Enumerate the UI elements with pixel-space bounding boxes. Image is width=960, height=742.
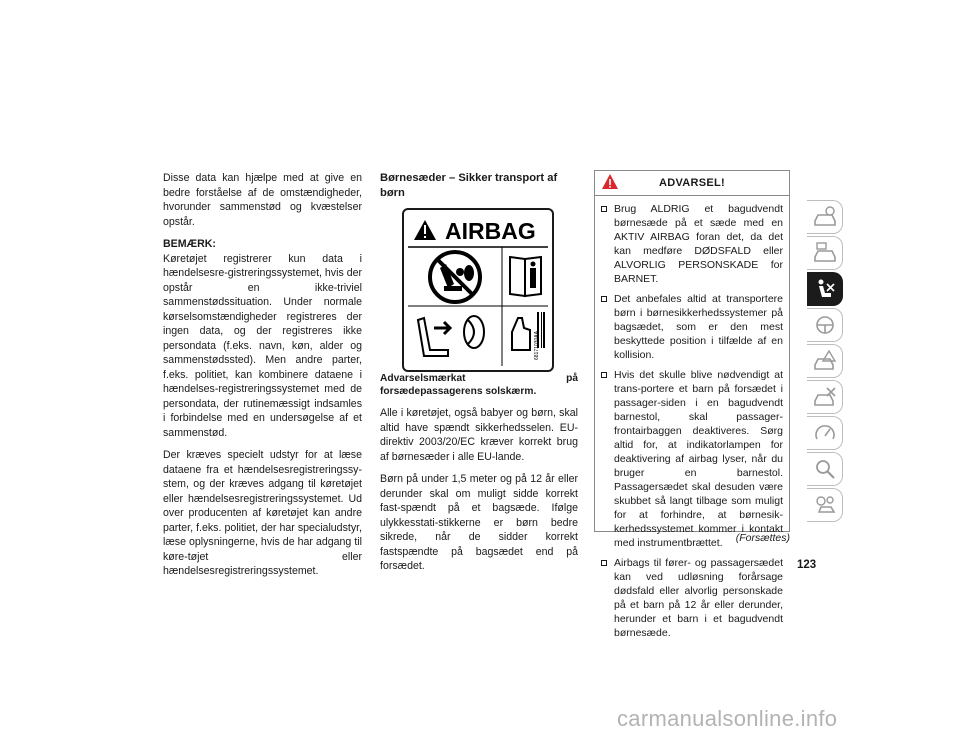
car-warning-icon	[813, 350, 837, 372]
tab-seat-airbag[interactable]	[807, 272, 843, 306]
warning-item-text: Det anbefales altid at transportere børn i børnesikkerhedssystemer på bagsædet, som er den mest beskyttede position i tilfælde af en kollision.	[614, 293, 783, 361]
tab-gauge[interactable]	[807, 416, 843, 450]
label-code: 68171030AA	[534, 331, 540, 360]
paragraph-seatbelt: Alle i køretøjet, også babyer og børn, skal altid have spændt sikkerhedsselen. EU-direktiv 2003/20/EC kræver korrekt brug af børnesæder i alle EU-lande.	[380, 407, 578, 463]
warning-item	[601, 202, 783, 286]
label-title: AIRBAG	[445, 218, 536, 244]
warning-item	[601, 368, 783, 550]
tab-steering[interactable]	[807, 308, 843, 342]
paragraph-children: Børn på under 1,5 meter og på 12 år eller derunder skal om muligt sidde korrekt fast-spændt på et bagsæde. Ifølge ulykkesstati-stikkerne er børn bedre sikrede, når de sidder korrekt fastspændte på bagsædet end på forsædet.	[380, 473, 578, 572]
note-body: Køretøjet registrerer kun data i hændelsesre-gistreringssystemet, hvis der opstår en ikke-triviel sammenstødssituation. Under normale kørselsomstændigheder registreres der ingen data, og der registreres ikke persondata (f.eks. navn, køn, alder og sammenstødssted). Men andre parter, f.eks. politiet, kan kombinere dataene i hændelses-registreringssystemet med de persondata, der rutinemæssigt indsamles i forbindelse med en undersøgelse af et sammenstød.	[163, 252, 363, 439]
tab-car-message[interactable]	[807, 236, 843, 270]
bullet-icon	[601, 560, 607, 566]
bullet-icon	[601, 372, 607, 378]
note-heading: BEMÆRK:	[163, 238, 216, 250]
seat-airbag-icon	[813, 278, 837, 300]
warning-item-text: Airbags til fører- og passagersædet kan ved udløsning forårsage dødsfald eller alvorlig personskade på et barn på 12 år eller derunder, herunder et barn i et bagudvendt børnesæde.	[614, 557, 783, 639]
chapter-tabs	[807, 200, 843, 524]
car-tools-icon	[813, 386, 837, 408]
page-number: 123	[797, 559, 817, 571]
bullet-icon	[601, 206, 607, 212]
paragraph-intro: Disse data kan hjælpe med at give en bedre forståelse af de omstændigheder, hvorunder sammenstød og kvæstelser opstår.	[163, 172, 362, 228]
figure-caption: Advarselsmærkat på forsædepassagerens solskærm.	[380, 373, 578, 397]
tab-car-info[interactable]	[807, 200, 843, 234]
airbag-warning-label	[402, 208, 554, 372]
section-heading: Børnesæder – Sikker transport af børn	[380, 172, 558, 199]
warning-item-text: Hvis det skulle blive nødvendigt at trans-portere et barn på forsædet i passager-siden i en bagudvendt barnestol, skal passager-frontairbaggen deaktiveres. Sørg altid for, at indikatorlampen for deaktivering af airbag lyser, når du bruger en barnestol. Passagersædet skal desuden være skubbet så langt tilbage som muligt for at forhindre, at børnesik-kerhedssystemet kommer i kontakt med instrumentbrættet.	[614, 369, 783, 549]
warning-list	[595, 196, 789, 640]
warning-item-text: Brug ALDRIG et bagudvendt børnesæde på et sæde med en AKTIV AIRBAG foran det, da det kan medføre DØDSFALD eller ALVORLIG PERSONSKADE for BARNET.	[614, 203, 783, 285]
tab-car-warning[interactable]	[807, 344, 843, 378]
continued-note: (Forsættes)	[735, 532, 790, 544]
watermark: carmanualsonline.info	[617, 706, 838, 731]
middle-column	[380, 171, 578, 582]
warning-item	[601, 556, 783, 640]
paragraph-equipment: Der kræves specielt udstyr for at læse dataene fra et hændelsesregistreringssy-stem, og der kræves adgang til køretøjet eller hændelsesregistreringssystemet. Ud over producenten af køretøjet kan andre parter, f.eks. politiet, der har specialudstyr, læse oplysningerne, hvis de har adgang til køre-tøjet eller hændelsesregistreringssystemet.	[163, 449, 362, 577]
car-info-icon	[813, 206, 837, 228]
warning-title: ADVARSEL!	[658, 177, 726, 189]
tab-car-tools[interactable]	[807, 380, 843, 414]
airbag-label-graphic	[404, 210, 552, 370]
bullet-icon	[601, 296, 607, 302]
car-settings-icon	[813, 494, 837, 516]
gauge-leaf-icon	[813, 422, 837, 444]
magnifier-icon	[813, 458, 837, 480]
left-column	[163, 171, 362, 587]
tab-search[interactable]	[807, 452, 843, 486]
car-message-icon	[813, 242, 837, 264]
warning-header	[595, 171, 789, 196]
warning-item	[601, 292, 783, 362]
steering-wheel-icon	[813, 314, 837, 336]
tab-car-settings[interactable]	[807, 488, 843, 522]
